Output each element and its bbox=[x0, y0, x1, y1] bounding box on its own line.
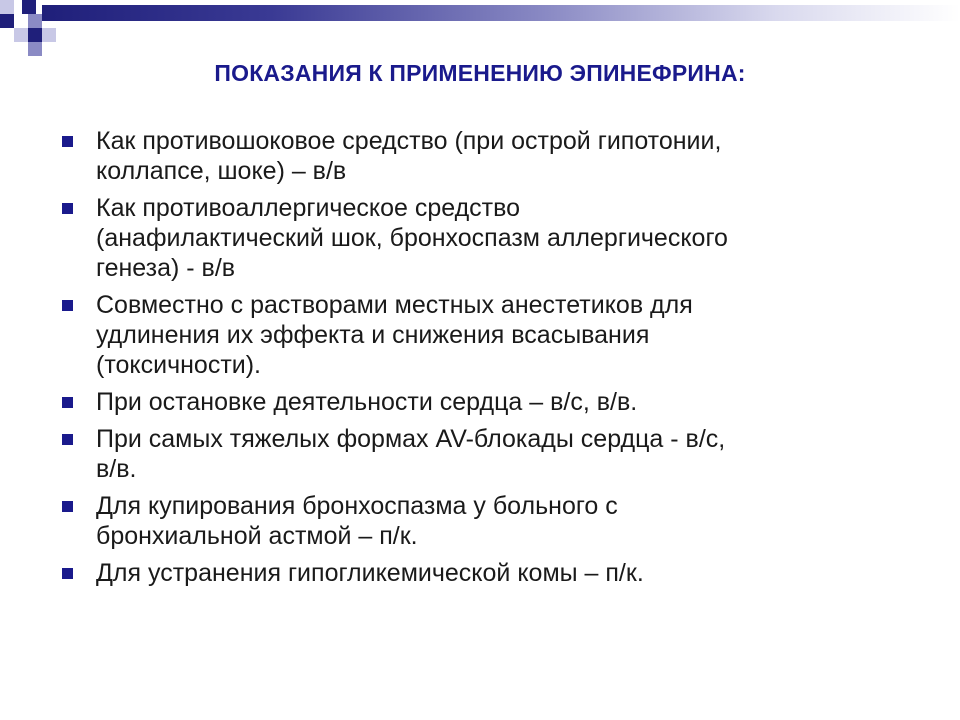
bullet-item bbox=[62, 290, 922, 380]
bullet-text: Совместно с растворами местных анестетиков для удлинения их эффекта и снижения всасывания (токсичности). bbox=[96, 291, 693, 379]
slide-title: ПОКАЗАНИЯ К ПРИМЕНЕНИЮ ЭПИНЕФРИНА: bbox=[214, 60, 746, 86]
bullet-item bbox=[62, 387, 922, 417]
bullet-item bbox=[62, 424, 922, 484]
header-gradient-bar bbox=[42, 5, 960, 21]
bullet-text: Для устранения гипогликемической комы – п/к. bbox=[96, 559, 644, 587]
bullet-text: При остановке деятельности сердца – в/с, в/в. bbox=[96, 388, 638, 416]
square-bullet-icon bbox=[62, 434, 73, 445]
bullet-item bbox=[62, 193, 922, 283]
square-bullet-icon bbox=[62, 568, 73, 579]
bullet-text: Как противоаллергическое средство (анафилактический шок, бронхоспазм аллергического генеза) - в/в bbox=[96, 194, 728, 282]
square-bullet-icon bbox=[62, 203, 73, 214]
square-bullet-icon bbox=[62, 136, 73, 147]
bullet-list bbox=[62, 126, 922, 595]
bullet-text: Как противошоковое средство (при острой гипотонии, коллапсе, шоке) – в/в bbox=[96, 127, 722, 185]
bullet-text: Для купирования бронхоспазма у больного с бронхиальной астмой – п/к. bbox=[96, 492, 618, 550]
square-bullet-icon bbox=[62, 300, 73, 311]
bullet-text: При самых тяжелых формах AV-блокады сердца - в/с, в/в. bbox=[96, 425, 726, 483]
bullet-item bbox=[62, 491, 922, 551]
bullet-item bbox=[62, 558, 922, 588]
square-bullet-icon bbox=[62, 397, 73, 408]
square-bullet-icon bbox=[62, 501, 73, 512]
bullet-item bbox=[62, 126, 922, 186]
